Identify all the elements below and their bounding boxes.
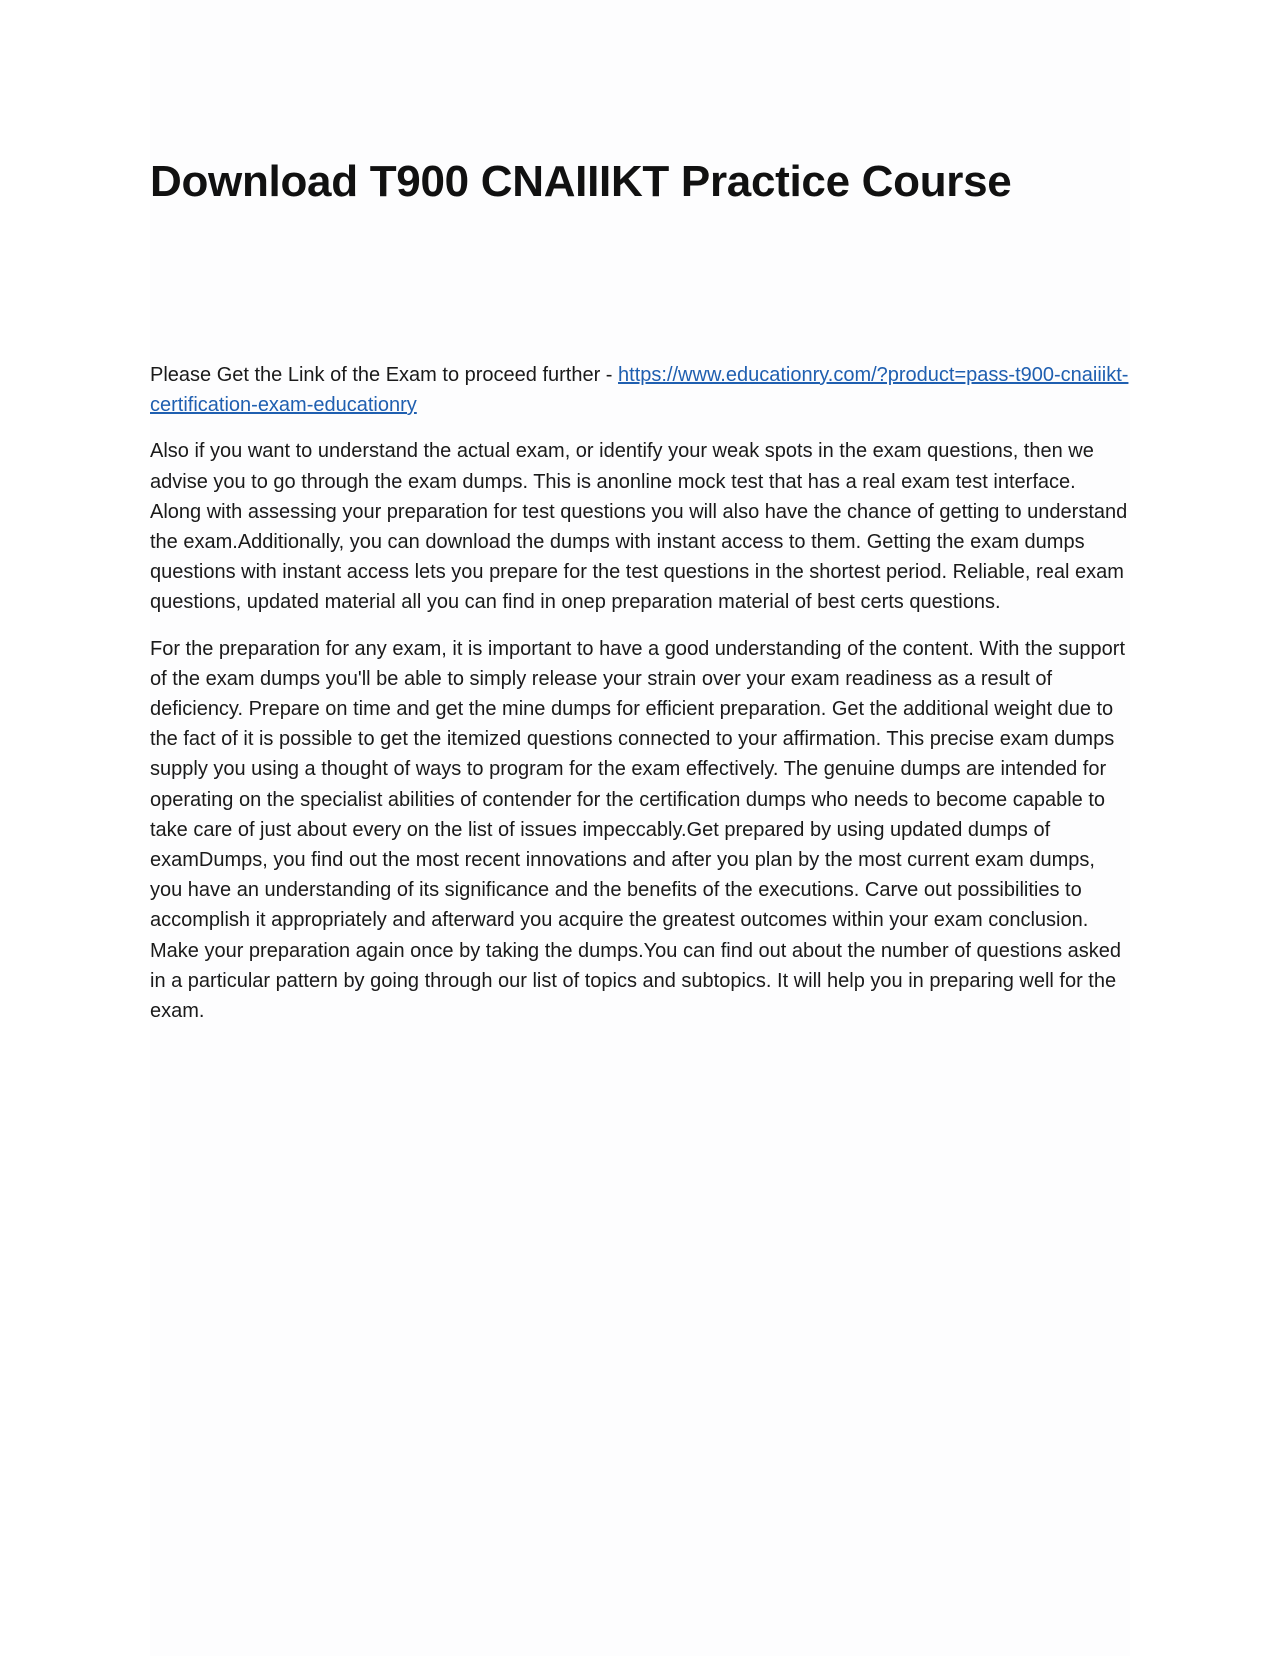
intro-paragraph <box>150 360 1130 420</box>
intro-text: Please Get the Link of the Exam to proceed further - <box>150 364 619 386</box>
page-title: Download T900 CNAIIIKT Practice Course <box>150 157 1012 206</box>
paragraph-1: Also if you want to understand the actual exam, or identify your weak spots in the exam questions, then we advise you to go through the exam dumps. This is anonline mock test that has a real exam test interface. Along with assessing your preparation for test questions you will also have the chance of getting to understand the exam.Additionally, you can download the dumps with instant access to them. Getting the exam dumps questions with instant access lets you prepare for the test questions in the shortest period. Reliable, real exam questions, updated material all you can find in onep preparation material of best certs questions. <box>150 440 1128 614</box>
paragraph-2: For the preparation for any exam, it is important to have a good understanding of the content. With the support of the exam dumps you'll be able to simply release your strain over your exam readiness as a result of deficiency. Prepare on time and get the mine dumps for efficient preparation. Get the additional weight due to the fact of it is possible to get the itemized questions connected to your affirmation. This precise exam dumps supply you using a thought of ways to program for the exam effectively. The genuine dumps are intended for operating on the specialist abilities of contender for the certification dumps who needs to become capable to take care of just about every on the list of issues impeccably.Get prepared by using updated dumps of examDumps, you find out the most recent innovations and after you plan by the most current exam dumps, you have an understanding of its significance and the benefits of the executions. Carve out possibilities to accomplish it appropriately and afterward you acquire the greatest outcomes within your exam conclusion. Make your preparation again once by taking the dumps.You can find out about the number of questions asked in a particular pattern by going through our list of topics and subtopics. It will help you in preparing well for the exam. <box>150 637 1126 1023</box>
document-content <box>150 360 1130 1042</box>
exam-link[interactable]: https://www.educationry.com/?product=pass-t900-cnaiiikt-certification-exam-educationry <box>150 364 1129 417</box>
